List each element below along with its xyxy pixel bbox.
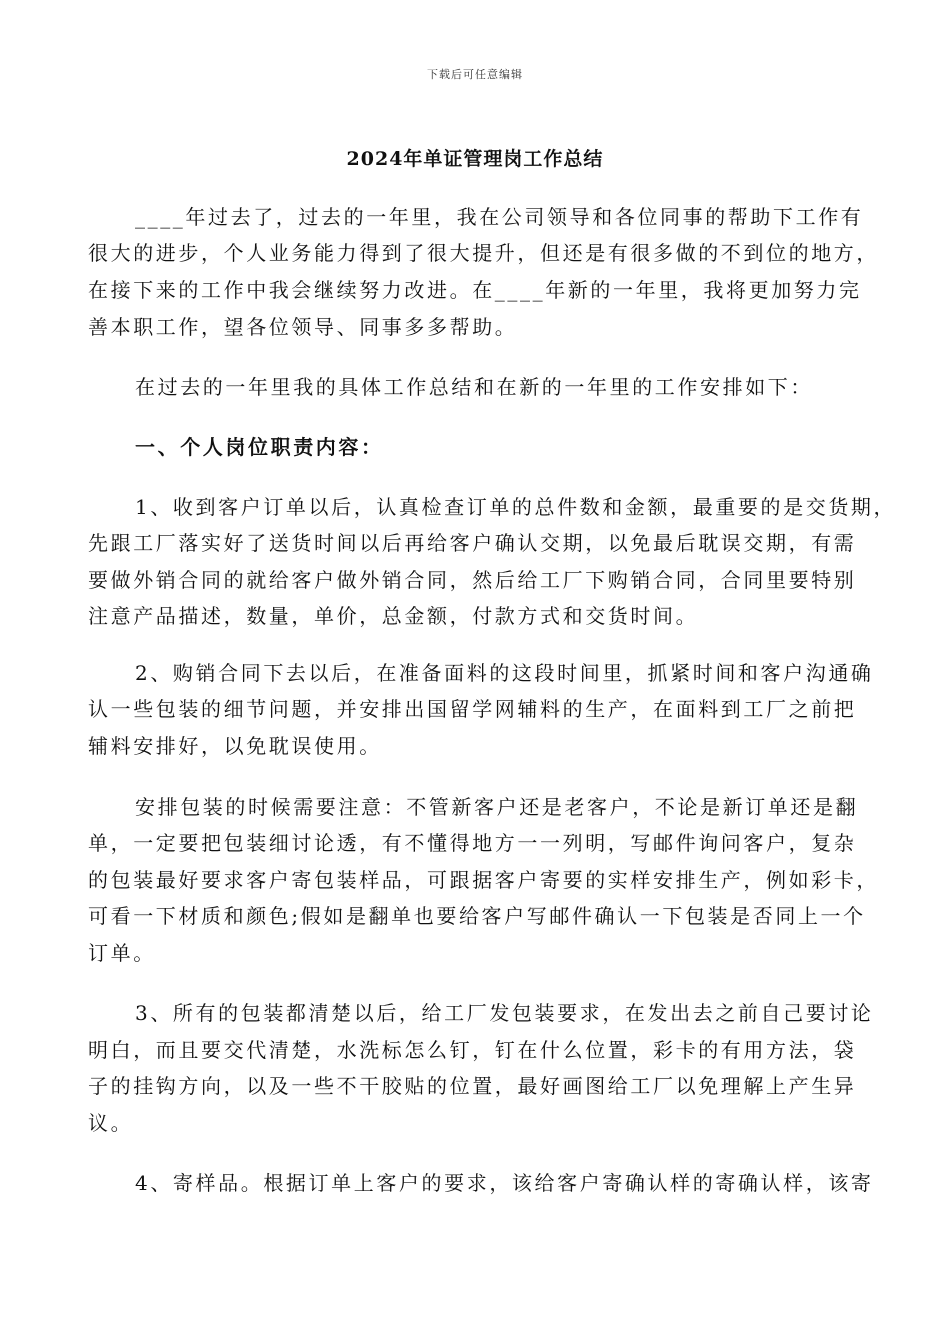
paragraph-line: 注意产品描述，数量，单价，总金额，付款方式和交货时间。 (88, 604, 699, 628)
paragraph-line: 子的挂钩方向，以及一些不干胶贴的位置，最好画图给工厂以免理解上产生异 (88, 1074, 857, 1098)
paragraph-line: 安排包装的时候需要注意：不管新客户还是老客户，不论是新订单还是翻 (135, 795, 859, 819)
paragraph-line: 1、收到客户订单以后，认真检查订单的总件数和金额，最重要的是交货期， (135, 495, 897, 519)
paragraph-line: 可看一下材质和颜色;假如是翻单也要给客户写邮件确认一下包装是否同上一个 (88, 904, 866, 928)
paragraph-line: 善本职工作，望各位领导、同事多多帮助。 (88, 315, 518, 339)
paragraph-line: 明白，而且要交代清楚，水洗标怎么钉，钉在什么位置，彩卡的有用方法，袋 (88, 1038, 857, 1062)
paragraph-line: 3、所有的包装都清楚以后，给工厂发包装要求，在发出去之前自己要讨论 (135, 1001, 874, 1025)
paragraph-line: 在接下来的工作中我会继续努力改进。在____年新的一年里，我将更加努力完 (88, 278, 862, 302)
header-note: 下载后可任意编辑 (427, 68, 523, 81)
paragraph-line: 2、购销合同下去以后，在准备面料的这段时间里，抓紧时间和客户沟通确 (135, 661, 874, 685)
section-heading: 一、个人岗位职责内容： (135, 435, 384, 459)
paragraph-line: 很大的进步，个人业务能力得到了很大提升，但还是有很多做的不到位的地方， (88, 241, 879, 265)
paragraph-line: 在过去的一年里我的具体工作总结和在新的一年里的工作安排如下： (135, 375, 813, 399)
paragraph-line: 先跟工厂落实好了送货时间以后再给客户确认交期，以免最后耽误交期，有需 (88, 531, 857, 555)
paragraph-line: 要做外销合同的就给客户做外销合同，然后给工厂下购销合同，合同里要特别 (88, 568, 857, 592)
paragraph-line: 认一些包装的细节问题，并安排出国留学网辅料的生产，在面料到工厂之前把 (88, 697, 857, 721)
document-title: 2024年单证管理岗工作总结 (346, 148, 604, 170)
paragraph-line: 订单。 (88, 941, 156, 965)
paragraph-line: 议。 (88, 1111, 134, 1135)
paragraph-line: 辅料安排好，以免耽误使用。 (88, 734, 382, 758)
paragraph-line: 4、寄样品。根据订单上客户的要求，该给客户寄确认样的寄确认样，该寄 (135, 1171, 874, 1195)
paragraph-line: 的包装最好要求客户寄包装样品，可跟据客户寄要的实样安排生产，例如彩卡， (88, 868, 879, 892)
paragraph-line: 单，一定要把包装细讨论透，有不懂得地方一一列明，写邮件询问客户，复杂 (88, 831, 857, 855)
paragraph-line: ____年过去了，过去的一年里，我在公司领导和各位同事的帮助下工作有 (135, 205, 864, 229)
